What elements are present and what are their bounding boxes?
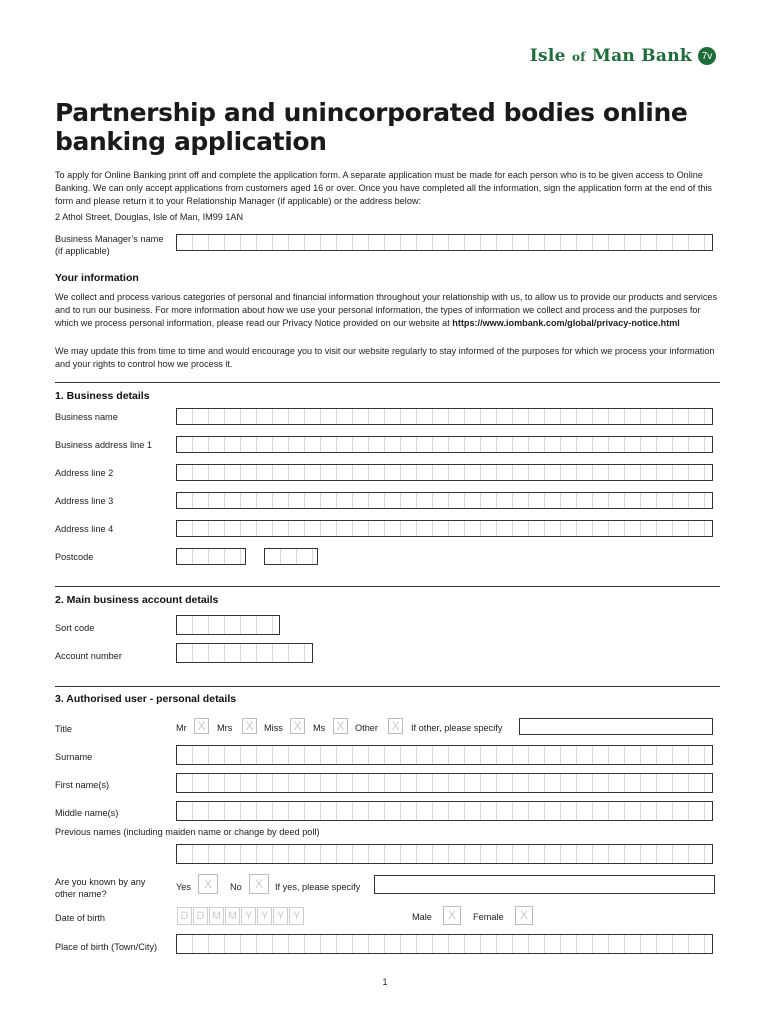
postcode-input-part2[interactable]	[264, 548, 318, 565]
business-name-label: Business name	[55, 412, 118, 422]
surname-label: Surname	[55, 752, 93, 762]
business-manager-input[interactable]	[176, 234, 713, 251]
female-label: Female	[473, 912, 504, 922]
middle-names-input[interactable]	[176, 801, 713, 821]
account-number-input[interactable]	[176, 643, 313, 663]
male-label: Male	[412, 912, 432, 922]
female-checkbox[interactable]: X	[515, 906, 533, 925]
postcode-label: Postcode	[55, 552, 94, 562]
title-other-label: Other	[355, 723, 378, 733]
section-divider	[55, 586, 720, 587]
account-number-label: Account number	[55, 651, 122, 661]
dob-year-digit[interactable]: Y	[241, 907, 256, 925]
surname-input[interactable]	[176, 745, 713, 765]
section2-heading: 2. Main business account details	[55, 594, 219, 606]
no-label: No	[230, 882, 242, 892]
address1-input[interactable]	[176, 436, 713, 453]
update-paragraph: We may update this from time to time and would encourage you to visit our website regularly to stay informed of the purposes for which we process your information and your rights to control how we process it.	[55, 346, 715, 370]
logo-text: Isle of Man Bank	[529, 46, 692, 66]
title-mr-checkbox[interactable]: X	[194, 718, 209, 734]
business-name-input[interactable]	[176, 408, 713, 425]
dob-day-digit[interactable]: D	[193, 907, 208, 925]
known-by-other-label: Are you known by any other name?	[55, 877, 146, 899]
if-other-label: If other, please specify	[411, 723, 503, 733]
known-no-checkbox[interactable]: X	[249, 874, 269, 894]
previous-names-input[interactable]	[176, 844, 713, 864]
title-other-input[interactable]	[519, 718, 713, 735]
page-number: 1	[382, 977, 388, 987]
male-checkbox[interactable]: X	[443, 906, 461, 925]
title-label: Title	[55, 724, 73, 734]
place-of-birth-label: Place of birth (Town/City)	[55, 942, 158, 952]
address4-input[interactable]	[176, 520, 713, 537]
place-of-birth-input[interactable]	[176, 934, 713, 954]
previous-names-label: Previous names (including maiden name or change by deed poll)	[55, 827, 320, 837]
intro-text: To apply for Online Banking print off and complete the application form. A separate application must be made for each person who is to be given access to Online Banking. We can only accept applications from customers aged 16 or over. Once you have completed all the information, sign the application form at the end of this form and please return it to your Relationship Manager (if applicable) or the address below:	[55, 170, 712, 207]
title-mr-label: Mr	[176, 723, 187, 733]
section-divider	[55, 686, 720, 687]
address2-label: Address line 2	[55, 468, 114, 478]
address2-input[interactable]	[176, 464, 713, 481]
return-address: 2 Athol Street, Douglas, Isle of Man, IM99 1AN	[55, 212, 244, 222]
first-names-input[interactable]	[176, 773, 713, 793]
dob-month-digit[interactable]: M	[209, 907, 224, 925]
title-mrs-checkbox[interactable]: X	[242, 718, 257, 734]
other-name-input[interactable]	[374, 875, 715, 894]
known-yes-checkbox[interactable]: X	[198, 874, 218, 894]
title-ms-checkbox[interactable]: X	[333, 718, 348, 734]
dob-month-digit[interactable]: M	[225, 907, 240, 925]
page-title: Partnership and unincorporated bodies online banking application	[55, 98, 688, 156]
dob-label: Date of birth	[55, 913, 106, 923]
logo-mark-icon: 7v	[698, 47, 716, 65]
title-miss-checkbox[interactable]: X	[290, 718, 305, 734]
yes-label: Yes	[176, 882, 191, 892]
postcode-input-part1[interactable]	[176, 548, 246, 565]
section1-heading: 1. Business details	[55, 390, 150, 402]
bank-logo	[530, 46, 716, 66]
address3-label: Address line 3	[55, 496, 114, 506]
address3-input[interactable]	[176, 492, 713, 509]
title-miss-label: Miss	[264, 723, 283, 733]
section-divider	[55, 382, 720, 383]
dob-year-digit[interactable]: Y	[273, 907, 288, 925]
first-names-label: First name(s)	[55, 780, 110, 790]
title-ms-label: Ms	[313, 723, 326, 733]
middle-names-label: Middle name(s)	[55, 808, 119, 818]
your-information-heading: Your information	[55, 272, 139, 284]
dob-year-digit[interactable]: Y	[257, 907, 272, 925]
title-other-checkbox[interactable]: X	[388, 718, 403, 734]
sort-code-input[interactable]	[176, 615, 280, 635]
dob-day-digit[interactable]: D	[177, 907, 192, 925]
sort-code-label: Sort code	[55, 623, 95, 633]
dob-year-digit[interactable]: Y	[289, 907, 304, 925]
if-yes-label: If yes, please specify	[275, 882, 361, 892]
business-manager-label: Business Manager’s name (if applicable)	[55, 234, 164, 256]
address1-label: Business address line 1	[55, 440, 153, 450]
title-mrs-label: Mrs	[217, 723, 233, 733]
dob-input[interactable]	[177, 907, 305, 925]
address4-label: Address line 4	[55, 524, 114, 534]
privacy-notice-link[interactable]: https://www.iombank.com/global/privacy-notice.html	[452, 318, 680, 329]
section3-heading: 3. Authorised user - personal details	[55, 693, 237, 705]
privacy-paragraph: We collect and process various categories of personal and financial information throughout your relationship with us, to allow us to provide our products and services and to run our business. For more information about how we use your personal information, the types of information we collect and process and the purposes for which we process personal information, please read our Privacy Notice provided on our website at https://www.iombank.com/global/privacy-notice.html	[55, 292, 718, 329]
